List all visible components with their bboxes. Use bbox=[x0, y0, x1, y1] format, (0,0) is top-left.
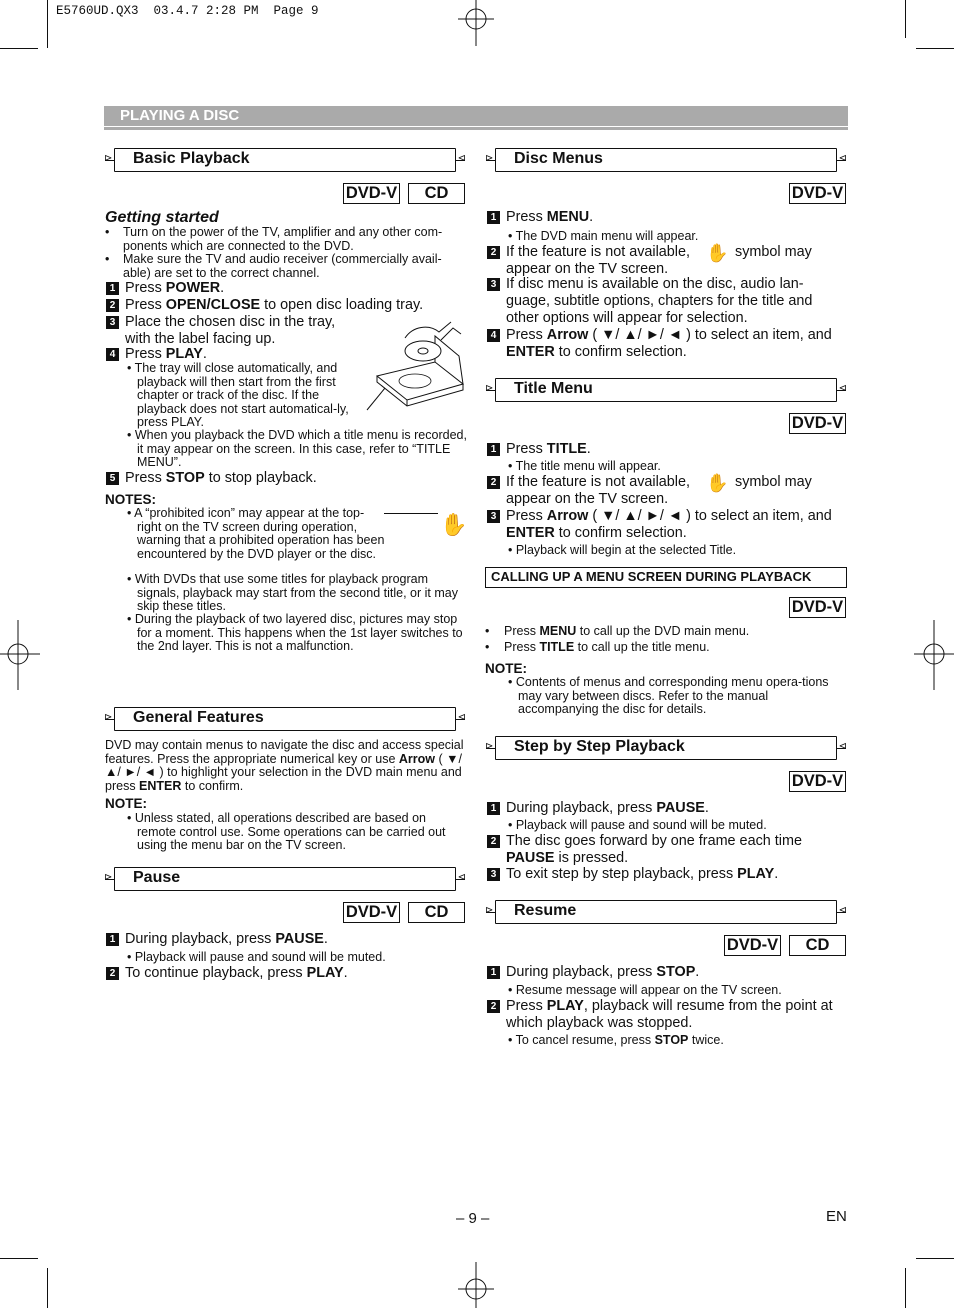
header-pause bbox=[104, 867, 466, 891]
registration-mark-icon bbox=[452, 1260, 500, 1308]
header-basic-playback bbox=[104, 148, 466, 172]
header-cap-icon: ⊳ bbox=[485, 153, 494, 164]
header-cap-icon: ⊲ bbox=[838, 741, 847, 752]
header-title: Basic Playback bbox=[133, 150, 250, 167]
crop-mark bbox=[47, 0, 48, 48]
step-text: Place the chosen disc in the tray, with the label facing up. bbox=[125, 314, 336, 347]
header-disc-menus bbox=[485, 148, 847, 172]
calling-up-heading: CALLING UP A MENU SCREEN DURING PLAYBACK bbox=[485, 567, 847, 588]
step-text: If the feature is not available, bbox=[506, 244, 690, 260]
header-title-menu bbox=[485, 378, 847, 402]
crop-mark bbox=[0, 48, 38, 49]
bullet-list-item: • Press MENU to call up the DVD main menu. bbox=[485, 624, 750, 638]
note-label: NOTE: bbox=[105, 796, 147, 811]
step-number-2-icon: 2 bbox=[487, 835, 500, 848]
step-number-1-icon: 1 bbox=[487, 443, 500, 456]
step-sub-note: • The title menu will appear. bbox=[508, 459, 661, 473]
header-title: Step by Step Playback bbox=[514, 738, 685, 755]
header-cap-icon: ⊳ bbox=[485, 905, 494, 916]
step-text: Press OPEN/CLOSE to open disc loading tray. bbox=[125, 297, 424, 313]
step-number-1-icon: 1 bbox=[487, 211, 500, 224]
cd-badge: CD bbox=[408, 902, 465, 923]
getting-started-heading: Getting started bbox=[105, 209, 219, 226]
header-cap-icon: ⊲ bbox=[457, 153, 466, 164]
note-item: • Contents of menus and corresponding menu opera-tions may vary between discs. Refer to the manual accompanying the disc for details. bbox=[508, 675, 829, 716]
dvdv-badge: DVD-V bbox=[789, 597, 846, 618]
header-general-features bbox=[104, 707, 466, 731]
step-text: Press PLAY. bbox=[125, 346, 207, 362]
dvdv-badge: DVD-V bbox=[724, 935, 781, 956]
header-cap-icon: ⊲ bbox=[838, 153, 847, 164]
dvdv-badge: DVD-V bbox=[343, 183, 400, 204]
bullet-text: Make sure the TV and audio receiver (commercially avail-able) are set to the correct channel. bbox=[123, 252, 442, 280]
step-number-3-icon: 3 bbox=[106, 316, 119, 329]
bullet-text: Turn on the power of the TV, amplifier and any other com-ponents which are connected to the DVD. bbox=[123, 225, 443, 253]
dvdv-badge: DVD-V bbox=[789, 413, 846, 434]
registration-mark-icon bbox=[452, 0, 500, 48]
header-title: Disc Menus bbox=[514, 150, 603, 167]
section-title: PLAYING A DISC bbox=[120, 107, 240, 124]
note-item: • A “prohibited icon” may appear at the top-right on the TV screen during operation, warning that a prohibited operation has been encountered by the DVD player or the disc. bbox=[127, 506, 385, 561]
step-sub-note: • Playback will begin at the selected Title. bbox=[508, 543, 737, 557]
step-number-1-icon: 1 bbox=[487, 802, 500, 815]
step-text: symbol may appear on the TV screen. bbox=[506, 244, 812, 277]
header-cap-icon: ⊲ bbox=[838, 383, 847, 394]
header-cap-icon: ⊲ bbox=[457, 872, 466, 883]
bullet: • bbox=[485, 624, 490, 638]
step-number-4-icon: 4 bbox=[106, 348, 119, 361]
step-number-5-icon: 5 bbox=[106, 472, 119, 485]
header-step-by-step bbox=[485, 736, 847, 760]
print-slug: E5760UD.QX3 03.4.7 2:28 PM Page 9 bbox=[56, 4, 319, 18]
step-number-2-icon: 2 bbox=[106, 299, 119, 312]
step-sub-note: • The DVD main menu will appear. bbox=[508, 229, 699, 243]
bullet: • bbox=[105, 225, 110, 239]
header-cap-icon: ⊲ bbox=[457, 712, 466, 723]
crop-mark bbox=[905, 1268, 906, 1308]
dvdv-badge: DVD-V bbox=[789, 771, 846, 792]
note-item: • Unless stated, all operations described are based on remote control use. Some operations can be carried out using the menu bar on the TV screen. bbox=[127, 811, 446, 852]
header-cap-icon: ⊳ bbox=[485, 383, 494, 394]
step-number-1-icon: 1 bbox=[106, 282, 119, 295]
bullet-list-item bbox=[105, 226, 467, 253]
language-code: EN bbox=[826, 1208, 847, 1225]
header-cap-icon: ⊳ bbox=[104, 872, 113, 883]
section-bar-underline bbox=[104, 127, 848, 130]
header-title: Resume bbox=[514, 902, 577, 919]
step-text: Press TITLE. bbox=[506, 441, 591, 457]
step-number-1-icon: 1 bbox=[487, 966, 500, 979]
step-text: The disc goes forward by one frame each time PAUSE is pressed. bbox=[506, 833, 802, 866]
cd-badge: CD bbox=[789, 935, 846, 956]
note-item: • During the playback of two layered disc, pictures may stop for a moment. This happens when the 1st layer switches to the 2nd layer. This is not a malfunction. bbox=[127, 612, 463, 653]
crop-mark bbox=[905, 0, 906, 38]
step-text: During playback, press PAUSE. bbox=[506, 800, 709, 816]
step-sub-note: • When you playback the DVD which a title menu is recorded, it may appear on the screen. In this case, refer to “TITLE MENU”. bbox=[127, 428, 467, 469]
registration-mark-icon bbox=[0, 620, 42, 690]
step-text: To continue playback, press PLAY. bbox=[125, 965, 348, 981]
step-sub-note: • Playback will pause and sound will be muted. bbox=[508, 818, 767, 832]
header-title: General Features bbox=[133, 709, 264, 726]
step-text: During playback, press PAUSE. bbox=[125, 931, 328, 947]
step-text: If the feature is not available, bbox=[506, 474, 690, 490]
header-title: Pause bbox=[133, 869, 181, 886]
step-number-2-icon: 2 bbox=[487, 476, 500, 489]
bullet-list-item: • Press TITLE to call up the title menu. bbox=[485, 640, 710, 654]
step-text: Press PLAY, playback will resume from the point at which playback was stopped. bbox=[506, 998, 833, 1031]
general-body: DVD may contain menus to navigate the disc and access special features. Press the appropriate numerical key or use Arrow ( ▼/ ▲/ ►/ ◄ ) to highlight your selection in the DVD main menu and press ENTER to confirm. bbox=[105, 738, 464, 793]
header-cap-icon: ⊳ bbox=[104, 712, 113, 723]
step-number-3-icon: 3 bbox=[487, 510, 500, 523]
step-number-2-icon: 2 bbox=[487, 246, 500, 259]
header-cap-icon: ⊲ bbox=[838, 905, 847, 916]
header-cap-icon: ⊳ bbox=[485, 741, 494, 752]
step-text: If disc menu is available on the disc, audio lan-guage, subtitle options, chapters for the title and other options will appear for selection. bbox=[506, 276, 813, 326]
step-text: symbol may appear on the TV screen. bbox=[506, 474, 812, 507]
prohibited-hand-icon: ✋ bbox=[706, 473, 729, 493]
step-text: During playback, press STOP. bbox=[506, 964, 700, 980]
dvdv-badge: DVD-V bbox=[343, 902, 400, 923]
note-label: NOTE: bbox=[485, 661, 527, 676]
bullet-list-item bbox=[105, 253, 467, 280]
header-resume bbox=[485, 900, 847, 924]
step-number-3-icon: 3 bbox=[487, 868, 500, 881]
crop-mark bbox=[47, 1268, 48, 1308]
notes-label: NOTES: bbox=[105, 492, 157, 507]
registration-mark-icon bbox=[912, 620, 954, 690]
step-number-2-icon: 2 bbox=[487, 1000, 500, 1013]
prohibited-hand-icon: ✋ bbox=[440, 512, 468, 537]
cd-badge: CD bbox=[408, 183, 465, 204]
crop-mark bbox=[0, 1258, 38, 1259]
step-text: Press Arrow ( ▼/ ▲/ ►/ ◄ ) to select an item, and ENTER to confirm selection. bbox=[506, 327, 832, 360]
crop-mark bbox=[916, 1258, 954, 1259]
crop-mark bbox=[916, 48, 954, 49]
step-number-3-icon: 3 bbox=[487, 278, 500, 291]
step-sub-note: • To cancel resume, press STOP twice. bbox=[508, 1033, 724, 1047]
header-title: Title Menu bbox=[514, 380, 593, 397]
step-sub-note: • The tray will close automatically, and playback will then start from the first chapter or track of the disc. If the playback does not start automatical-ly, press PLAY. bbox=[127, 361, 349, 429]
step-number-2-icon: 2 bbox=[106, 967, 119, 980]
note-item: • With DVDs that use some titles for playback program signals, playback may start from the second title, or it may skip these titles. bbox=[127, 572, 458, 613]
step-number-4-icon: 4 bbox=[487, 329, 500, 342]
section-bar bbox=[104, 106, 848, 126]
step-text: Press STOP to stop playback. bbox=[125, 470, 317, 486]
header-cap-icon: ⊳ bbox=[104, 153, 113, 164]
page-number: – 9 – bbox=[456, 1210, 490, 1227]
prohibited-hand-icon: ✋ bbox=[706, 243, 729, 263]
step-number-1-icon: 1 bbox=[106, 933, 119, 946]
step-text: Press POWER. bbox=[125, 280, 225, 296]
step-text: Press MENU. bbox=[506, 209, 594, 225]
step-text: To exit step by step playback, press PLAY. bbox=[506, 866, 779, 882]
step-text: Press Arrow ( ▼/ ▲/ ►/ ◄ ) to select an item, and ENTER to confirm selection. bbox=[506, 508, 832, 541]
step-sub-note: • Resume message will appear on the TV screen. bbox=[508, 983, 782, 997]
disc-tray-illustration-icon bbox=[355, 316, 467, 412]
bullet: • bbox=[485, 640, 490, 654]
bullet: • bbox=[105, 252, 110, 266]
callout-line bbox=[384, 513, 438, 514]
step-sub-note: • Playback will pause and sound will be muted. bbox=[127, 950, 386, 964]
dvdv-badge: DVD-V bbox=[789, 183, 846, 204]
